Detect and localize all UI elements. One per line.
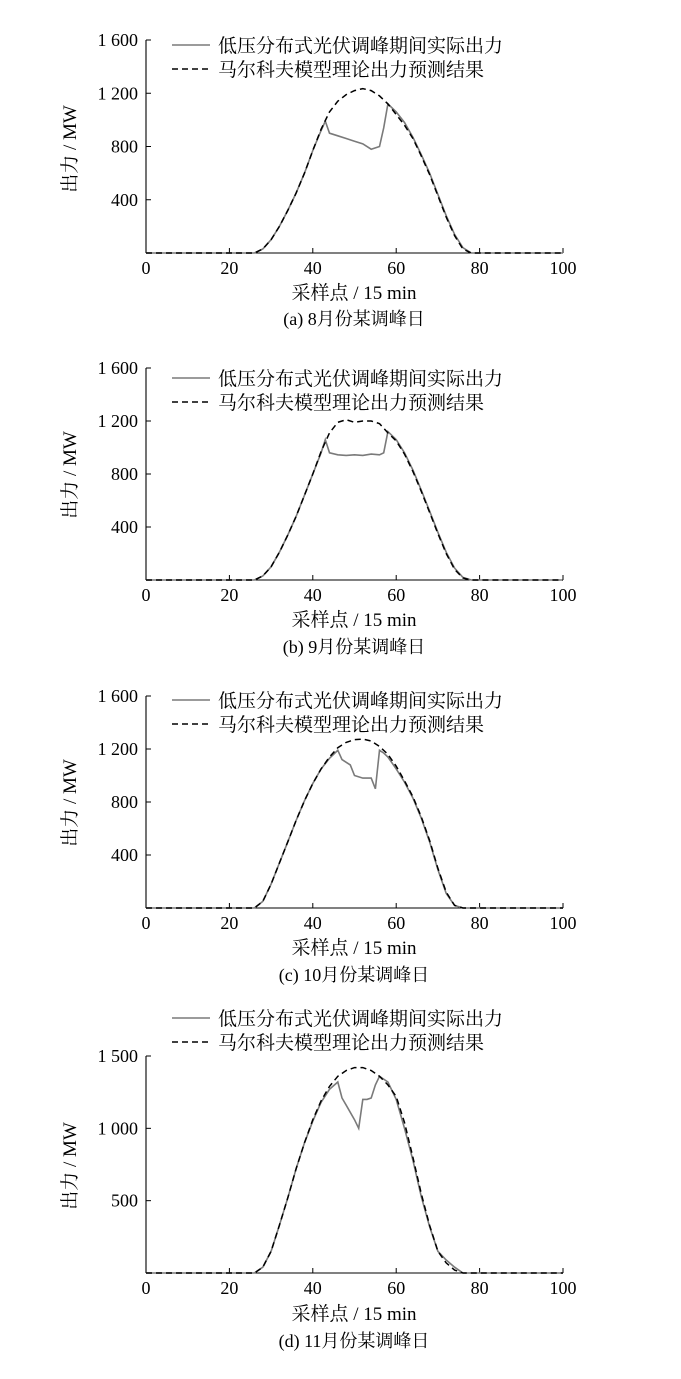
- x-tick-label: 40: [303, 258, 322, 278]
- y-tick-label: 1 200: [97, 83, 138, 104]
- legend-label-actual: 低压分布式光伏调峰期间实际出力: [218, 36, 504, 57]
- y-tick-label: 800: [111, 792, 138, 812]
- x-tick-label: 80: [470, 258, 489, 278]
- y-axis-label: 出力 / MW: [60, 105, 81, 193]
- legend-label-predicted: 马尔科夫模型理论出力预测结果: [218, 393, 485, 414]
- legend-label-predicted: 马尔科夫模型理论出力预测结果: [218, 60, 485, 81]
- y-tick-label: 800: [111, 136, 138, 157]
- y-axis-label: 出力 / MW: [60, 1122, 81, 1210]
- x-tick-label: 100: [549, 913, 577, 933]
- x-tick-label: 20: [220, 258, 239, 278]
- chart-caption: (d) 11月份某调峰日: [278, 1331, 430, 1351]
- chart-caption: (b) 9月份某调峰日: [282, 637, 426, 657]
- legend-label-actual: 低压分布式光伏调峰期间实际出力: [218, 369, 504, 390]
- x-tick-label: 0: [141, 258, 151, 278]
- x-tick-label: 40: [303, 585, 322, 605]
- y-axis-label: 出力 / MW: [60, 431, 81, 519]
- x-axis-label: 采样点 / 15 min: [291, 938, 417, 959]
- x-tick-label: 0: [141, 585, 151, 605]
- y-tick-label: 1 600: [97, 358, 138, 378]
- x-tick-label: 80: [470, 1278, 489, 1298]
- x-tick-label: 60: [387, 913, 406, 933]
- x-tick-label: 0: [141, 1278, 151, 1298]
- y-tick-label: 400: [111, 845, 138, 865]
- legend-label-predicted: 马尔科夫模型理论出力预测结果: [218, 1033, 485, 1054]
- y-tick-label: 800: [111, 464, 138, 484]
- x-tick-label: 40: [303, 1278, 322, 1298]
- x-tick-label: 0: [141, 913, 151, 933]
- y-tick-label: 400: [111, 189, 138, 210]
- x-axis-label: 采样点 / 15 min: [291, 610, 417, 631]
- x-tick-label: 20: [220, 1278, 239, 1298]
- x-tick-label: 100: [549, 1278, 577, 1298]
- x-tick-label: 20: [220, 585, 239, 605]
- x-axis-label: 采样点 / 15 min: [291, 1304, 417, 1325]
- x-tick-label: 20: [220, 913, 239, 933]
- x-tick-label: 60: [387, 585, 406, 605]
- y-tick-label: 400: [111, 517, 138, 537]
- x-tick-label: 100: [549, 585, 577, 605]
- x-tick-label: 40: [303, 913, 322, 933]
- x-tick-label: 80: [470, 913, 489, 933]
- chart-caption: (a) 8月份某调峰日: [283, 309, 425, 329]
- x-tick-label: 100: [549, 258, 577, 278]
- x-axis-label: 采样点 / 15 min: [291, 283, 417, 304]
- y-tick-label: 1 600: [97, 686, 138, 706]
- y-tick-label: 1 000: [97, 1118, 138, 1139]
- legend-label-actual: 低压分布式光伏调峰期间实际出力: [218, 691, 504, 712]
- y-axis-label: 出力 / MW: [60, 759, 81, 847]
- x-tick-label: 80: [470, 585, 489, 605]
- y-tick-label: 1 200: [97, 739, 138, 759]
- y-tick-label: 1 500: [97, 1046, 138, 1066]
- y-tick-label: 500: [111, 1190, 138, 1211]
- legend-label-predicted: 马尔科夫模型理论出力预测结果: [218, 715, 485, 736]
- y-tick-label: 1 200: [97, 411, 138, 431]
- legend-label-actual: 低压分布式光伏调峰期间实际出力: [218, 1009, 504, 1030]
- chart-caption: (c) 10月份某调峰日: [278, 965, 430, 985]
- y-tick-label: 1 600: [97, 30, 138, 50]
- x-tick-label: 60: [387, 258, 406, 278]
- x-tick-label: 60: [387, 1278, 406, 1298]
